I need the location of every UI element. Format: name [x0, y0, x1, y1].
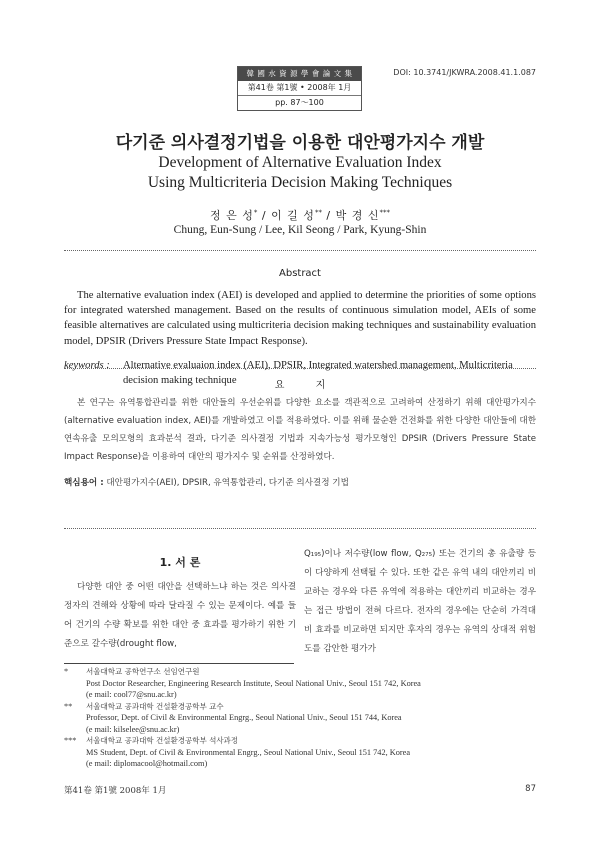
footnote-mark: *** [64, 736, 77, 745]
korean-keywords-label: 핵심용어 : [64, 478, 104, 488]
footnote-email: (e mail: cool77@snu.ac.kr) [86, 690, 177, 699]
footnote-korean: 서울대학교 공과대학 건설환경공학부 석사과정 [86, 736, 239, 745]
author-2: 이 길 성 [271, 209, 315, 222]
journal-volume: 第41卷 第1號 • 2008年 1月 [238, 81, 361, 96]
journal-info-box [237, 66, 362, 111]
divider [64, 250, 536, 251]
english-title-line1: Development of Alternative Evaluation Index [158, 154, 442, 171]
body-right-column: Q₁₉₅)이나 저수량(low flow, Q₂₇₅) 또는 건기의 총 유출량 등이 다양하게 선택될 수 있다. 또한 같은 유역 내의 대안끼리 비교하는 경우와 다른 유역에 적용하는 대안끼리 비교하는 경우는 접근 방법이 전혀 다르다. 전자의 경우에는 단순히 가격대비 효과를 비교하면 되지만 후자의 경우는 유역의 상대적 위험도를 감안한 평가가 [304, 549, 536, 654]
footnote [64, 701, 536, 713]
korean-title: 다기준 의사결정기법을 이용한 대안평가지수 개발 [115, 133, 485, 153]
body-left-column: 다양한 대안 중 어떤 대안을 선택하느냐 하는 것은 의사결정자의 견해와 상황에 따라 달라질 수 있는 문제이다. 예를 들어 건기의 수량 확보를 위한 대안 중 효과를 평가하기 위한 기준으로 갈수량(drought flow, [64, 582, 296, 649]
author-1-mark: * [253, 208, 258, 217]
footnote-email: (e mail: diplomacool@hotmail.com) [86, 759, 208, 768]
korean-keywords [64, 476, 536, 488]
author-3-mark: *** [379, 208, 391, 217]
footnote [64, 735, 536, 747]
abstract-text: The alternative evaluation index (AEI) is developed and applied to determine the priorities of some options for integrated watershed management. Based on the results of continuous simulation model, AEIs of some feasible alternatives are calculated using multicriteria decision making techniques and sustainability evaluation model, DPSIR (Drivers Pressure State Impact Response). [64, 290, 536, 347]
author-sep: / [321, 209, 336, 222]
footnote-mark: * [64, 667, 69, 676]
english-title-line2: Using Multicriteria Decision Making Techniques [147, 174, 453, 191]
footnote-mark: ** [64, 701, 73, 711]
divider [64, 368, 536, 369]
authors-korean [0, 207, 600, 223]
section-heading: 1. 서 론 [159, 556, 201, 569]
footer-issue: 第41卷 第1號 2008年 1月 [64, 786, 167, 796]
summary-heading: 요 지 [274, 380, 340, 391]
authors-english: Chung, Eun-Sung / Lee, Kil Seong / Park, Kyung-Shin [173, 224, 427, 236]
divider [64, 528, 536, 529]
abstract-heading: Abstract [279, 268, 321, 279]
footnotes [64, 666, 536, 770]
footnote-email: (e mail: kilselee@snu.ac.kr) [86, 724, 180, 734]
author-3: 박 경 신 [335, 209, 380, 222]
keywords-text: Alternative evaluaion index (AEI), DPSIR, Integrated watershed management, Multicriteria decision making technique [123, 360, 513, 387]
footnote [64, 666, 536, 678]
keywords-label: keywords : [64, 360, 110, 371]
author-2-mark: ** [314, 208, 322, 217]
footnote-korean: 서울대학교 공학연구소 선임연구원 [86, 667, 200, 676]
footnote-rule [64, 663, 294, 664]
footnote-english: Post Doctor Researcher, Engineering Research Institute, Seoul National Univ., Seoul 151 742, Korea [86, 678, 421, 688]
author-1: 정 은 성 [209, 209, 254, 222]
footnote-english: MS Student, Dept. of Civil & Environmental Engrg., Seoul National Univ., Seoul 151 742, Korea [86, 747, 411, 757]
korean-keywords-text: 대안평가지수(AEI), DPSIR, 유역통합관리, 다기준 의사결정 기법 [103, 478, 349, 488]
footnote-korean: 서울대학교 공과대학 건설환경공학부 교수 [86, 701, 224, 711]
footnote-english: Professor, Dept. of Civil & Environmental Engrg., Seoul National Univ., Seoul 151 744, Korea [86, 713, 402, 722]
doi: DOI: 10.3741/JKWRA.2008.41.1.087 [393, 68, 536, 77]
summary-text: 본 연구는 유역통합관리를 위한 대안들의 우선순위를 다양한 요소를 객관적으로 고려하여 산정하기 위해 대안평가지수(alternative evaluation index, AEI)를 개발하였고 이를 적용하였다. 이를 위해 물순환 건전화를 위한 다양한 대안들에 대한 연속유출 모의모형의 효과분석 결과, 다기준 의사결정 기법과 지속가능성 평가모형인 DPSIR (Drivers Pressure State Impact Response)을 이용하여 대안의 평가지수 및 순위를 산정하였다. [64, 398, 536, 462]
page-number: 87 [525, 784, 536, 794]
journal-pages: pp. 87～100 [275, 98, 324, 107]
author-sep: / [257, 209, 272, 222]
journal-name: 韓 國 水 資 源 學 會 論 文 集 [238, 67, 361, 81]
